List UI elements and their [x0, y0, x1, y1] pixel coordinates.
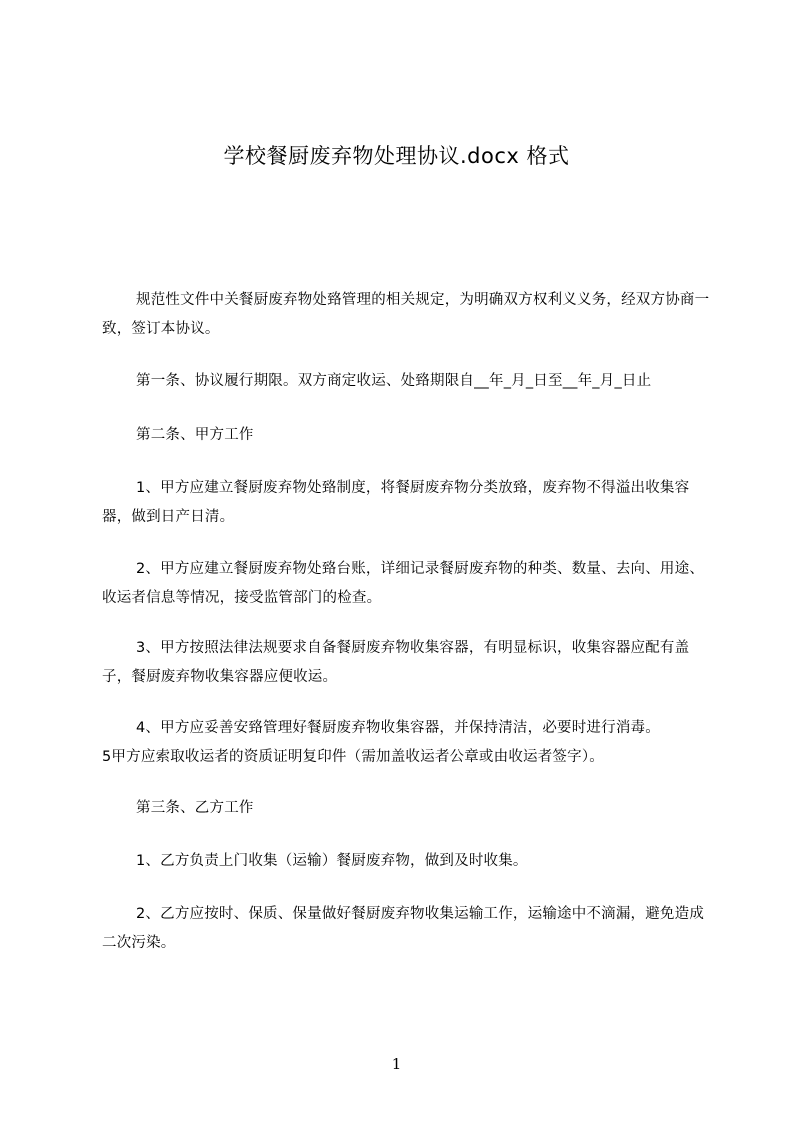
article-2-item-4-line: 4、甲方应妥善安臵管理好餐厨废弃物收集容器，并保持清洁，必要时进行消毒。 — [136, 720, 660, 736]
article-2-item-3: 3、甲方按照法律法规要求自备餐厨废弃物收集容器，有明显标识，收集容器应配有盖子，餐厨废弃物收集容器应便收运。 — [102, 640, 690, 685]
article-2-item-5-line: 5甲方应索取收运者的资质证明复印件（需加盖收运者公章或由收运者签字）。 — [102, 749, 604, 765]
article-2-item-4 — [102, 714, 712, 772]
article-3-item-1: 1、乙方负责上门收集（运输）餐厨废弃物，做到及时收集。 — [136, 853, 528, 869]
article-1-paragraph: 第一条、协议履行期限。双方商定收运、处臵期限自__年_月_日至__年_月_日止 — [136, 373, 652, 389]
article-2-item-2: 2、甲方应建立餐厨废弃物处臵台账，详细记录餐厨废弃物的种类、数量、去向、用途、收运者信息等情况，接受监管部门的检查。 — [102, 561, 705, 606]
article-3-item-2: 2、乙方应按时、保质、保量做好餐厨废弃物收集运输工作，运输途中不滴漏，避免造成二次污染。 — [102, 906, 705, 951]
article-2-item-1: 1、甲方应建立餐厨废弃物处臵制度，将餐厨废弃物分类放臵，废弃物不得溢出收集容器，做到日产日清。 — [102, 480, 690, 525]
intro-paragraph: 规范性文件中关餐厨废弃物处臵管理的相关规定，为明确双方权利义义务，经双方协商一致，签订本协议。 — [102, 292, 710, 337]
page-number: 1 — [391, 1055, 402, 1073]
article-3-heading: 第三条、乙方工作 — [136, 800, 254, 816]
article-2-heading: 第二条、甲方工作 — [136, 427, 254, 443]
document-title: 学校餐厨废弃物处理协议.docx 格式 — [223, 144, 570, 168]
